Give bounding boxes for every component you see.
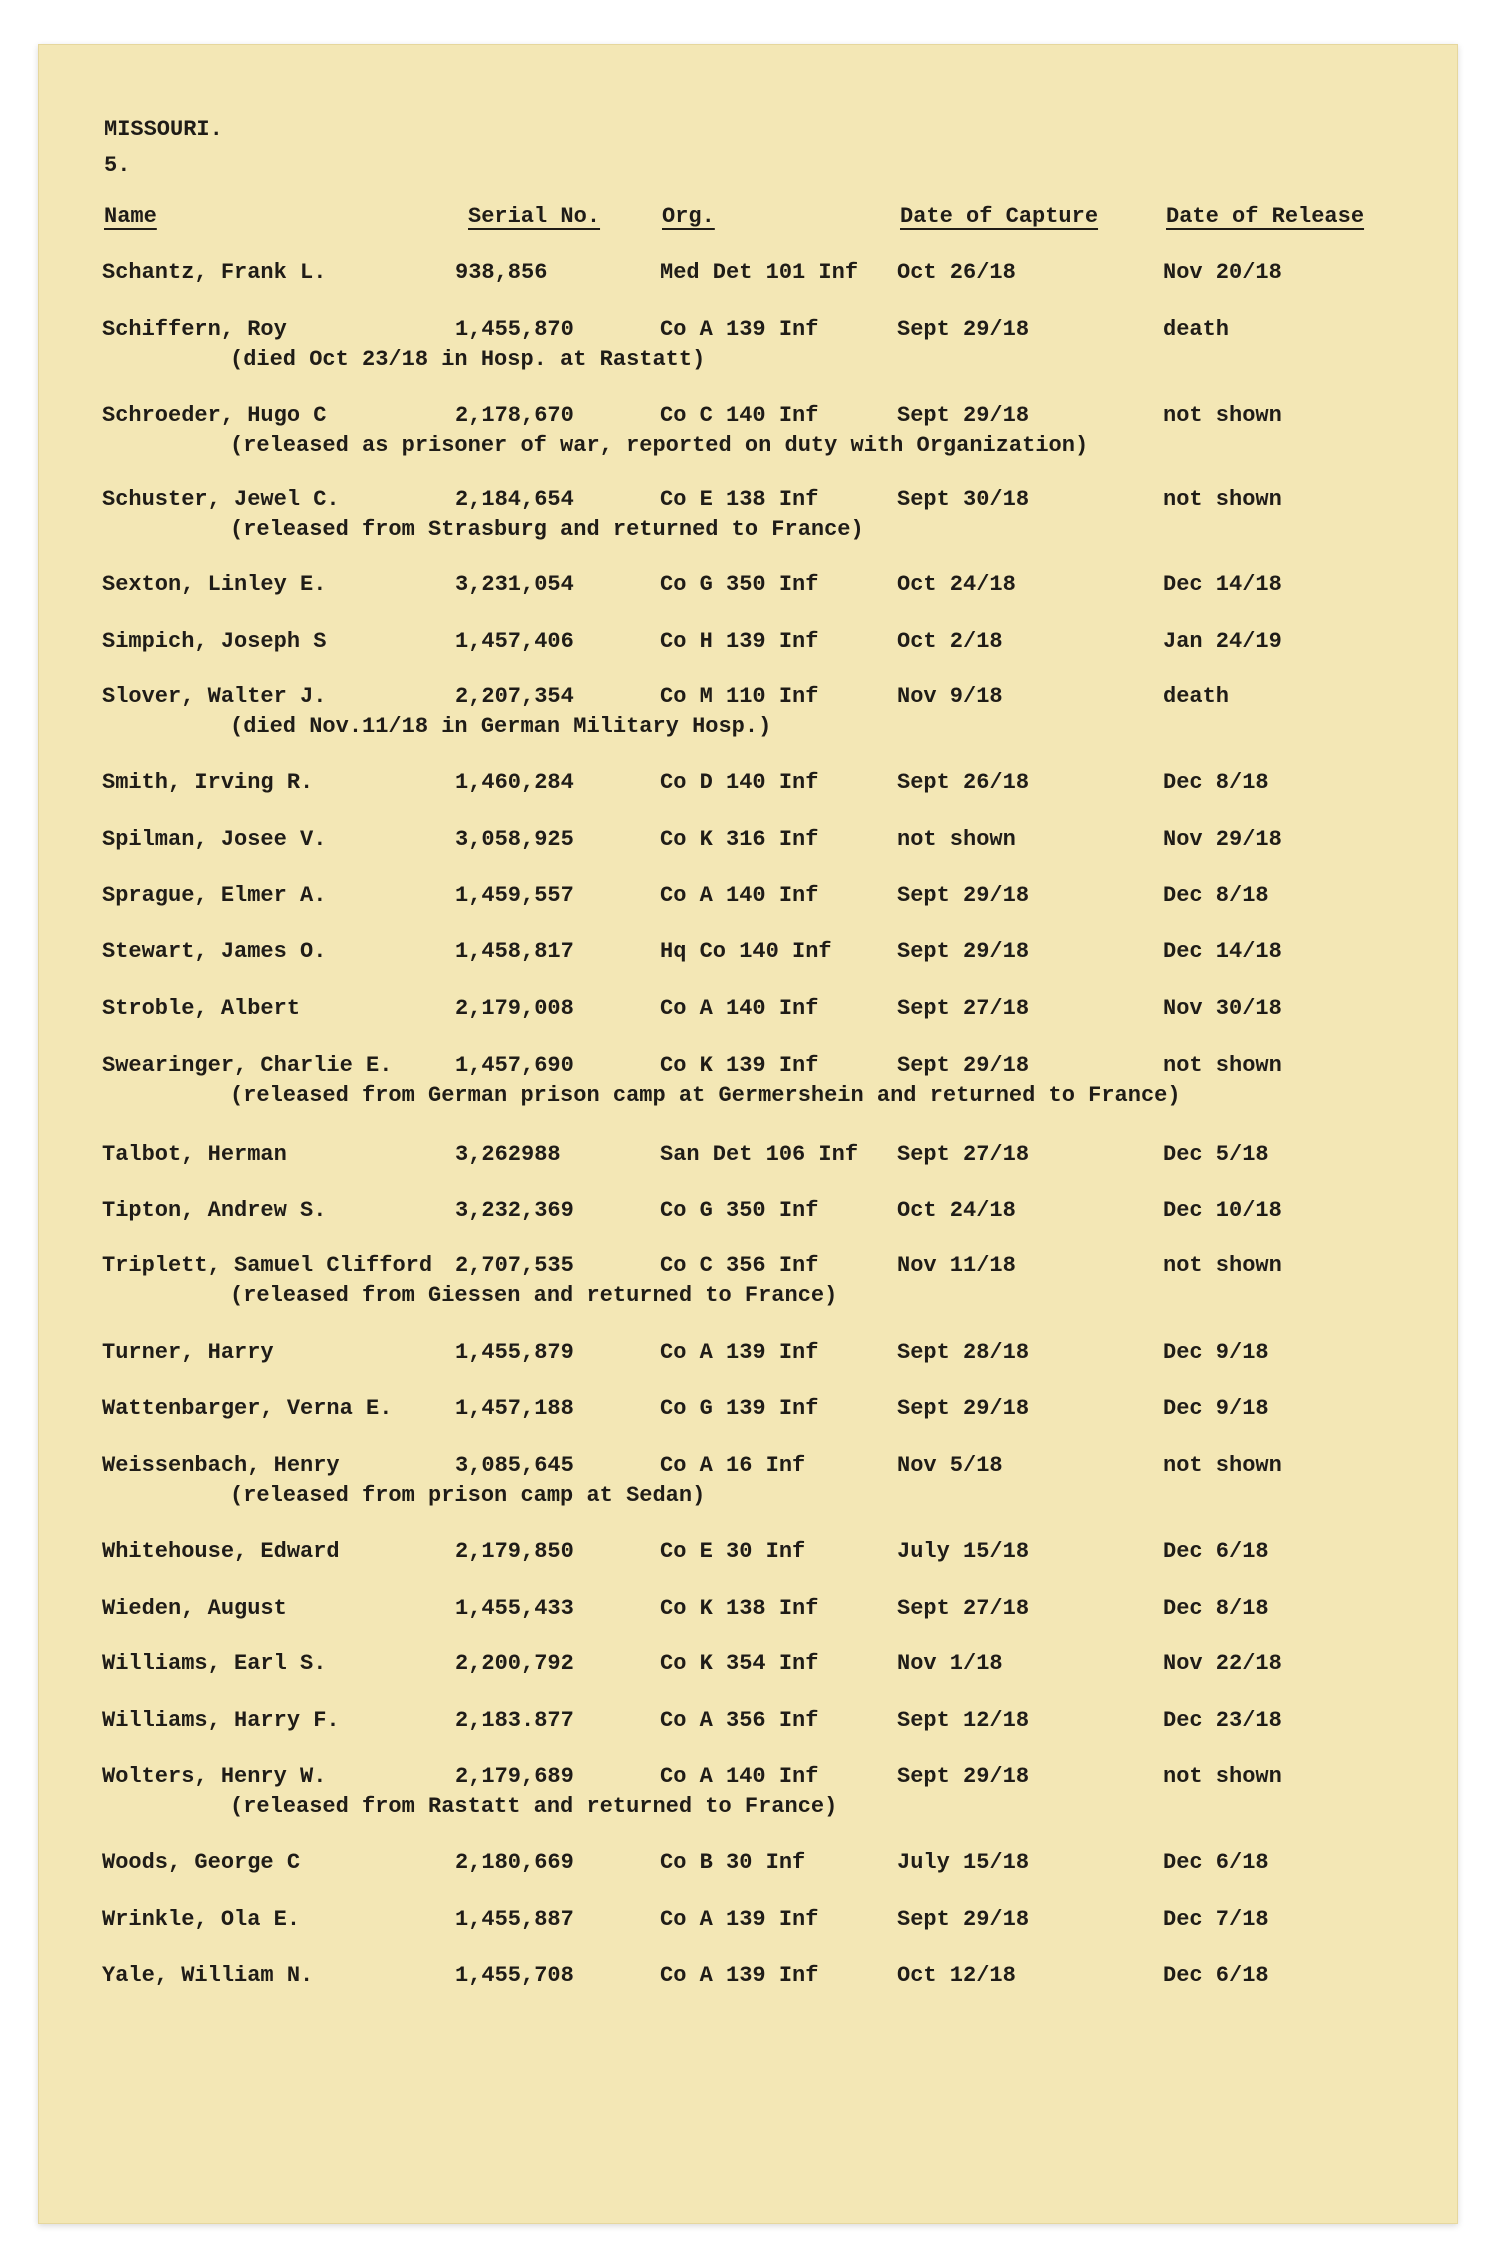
- name-cell: Williams, Harry F.: [102, 1708, 340, 1733]
- release-date-cell: Dec 14/18: [1163, 572, 1282, 597]
- table-row: [0, 1596, 1500, 1640]
- table-row: [0, 770, 1500, 814]
- capture-date-cell: Sept 29/18: [897, 939, 1030, 964]
- table-row: [0, 487, 1500, 542]
- name-cell: Williams, Earl S.: [102, 1651, 327, 1676]
- capture-date-cell: Sept 27/18: [897, 1596, 1030, 1621]
- table-row: [0, 1396, 1500, 1440]
- name-cell: Slover, Walter J.: [102, 684, 327, 709]
- table-row: [0, 1850, 1500, 1894]
- release-date-cell: Dec 6/18: [1163, 1539, 1269, 1564]
- table-row: [0, 572, 1500, 616]
- release-date-cell: death: [1163, 684, 1230, 709]
- state-title: MISSOURI.: [104, 117, 223, 142]
- name-cell: Wattenbarger, Verna E.: [102, 1396, 393, 1421]
- name-cell: Talbot, Herman: [102, 1142, 287, 1167]
- name-cell: Weissenbach, Henry: [102, 1453, 340, 1478]
- serial-cell: 1,458,817: [455, 939, 574, 964]
- table-row: [0, 1907, 1500, 1951]
- capture-date-cell: Nov 9/18: [897, 684, 1003, 709]
- org-cell: Hq Co 140 Inf: [660, 939, 832, 964]
- release-date-cell: death: [1163, 317, 1230, 342]
- name-cell: Stroble, Albert: [102, 996, 301, 1021]
- org-cell: Co A 139 Inf: [660, 1963, 819, 1988]
- org-cell: Co A 140 Inf: [660, 883, 819, 908]
- serial-cell: 1,457,406: [455, 629, 574, 654]
- capture-date-cell: Sept 29/18: [897, 403, 1030, 428]
- table-row: [0, 629, 1500, 673]
- org-cell: Co E 138 Inf: [660, 487, 819, 512]
- row-note: (released from Strasburg and returned to France): [230, 517, 864, 542]
- name-cell: Schantz, Frank L.: [102, 260, 327, 285]
- table-row: [0, 1198, 1500, 1242]
- table-row: [0, 1764, 1500, 1819]
- table-row: [0, 684, 1500, 739]
- capture-date-cell: Sept 29/18: [897, 317, 1030, 342]
- release-date-cell: Jan 24/19: [1163, 629, 1282, 654]
- table-row: [0, 260, 1500, 304]
- column-header-name: Name: [104, 204, 157, 229]
- serial-cell: 1,460,284: [455, 770, 574, 795]
- name-cell: Wieden, August: [102, 1596, 287, 1621]
- page-number: 5.: [104, 153, 131, 178]
- release-date-cell: Dec 6/18: [1163, 1850, 1269, 1875]
- name-cell: Smith, Irving R.: [102, 770, 314, 795]
- table-row: [0, 1253, 1500, 1308]
- serial-cell: 3,232,369: [455, 1198, 574, 1223]
- column-header-serial: Serial No.: [468, 204, 601, 229]
- document-header: [104, 112, 223, 184]
- org-cell: Co A 139 Inf: [660, 1340, 819, 1365]
- column-header-org: Org.: [662, 204, 715, 229]
- row-note: (released as prisoner of war, reported on duty with Organization): [230, 433, 1089, 458]
- table-row: [0, 1340, 1500, 1384]
- serial-cell: 1,455,879: [455, 1340, 574, 1365]
- column-header-capture: Date of Capture: [900, 204, 1099, 229]
- table-row: [0, 1453, 1500, 1508]
- org-cell: Co A 16 Inf: [660, 1453, 806, 1478]
- row-note: (released from prison camp at Sedan): [230, 1483, 706, 1508]
- release-date-cell: not shown: [1163, 1764, 1282, 1789]
- name-cell: Triplett, Samuel Clifford: [102, 1253, 433, 1278]
- release-date-cell: not shown: [1163, 1253, 1282, 1278]
- org-cell: Co C 356 Inf: [660, 1253, 819, 1278]
- org-cell: Co M 110 Inf: [660, 684, 819, 709]
- capture-date-cell: Sept 27/18: [897, 1142, 1030, 1167]
- capture-date-cell: Sept 29/18: [897, 1907, 1030, 1932]
- capture-date-cell: Sept 29/18: [897, 1764, 1030, 1789]
- table-row: [0, 403, 1500, 458]
- table-row: [0, 1708, 1500, 1752]
- org-cell: Co G 139 Inf: [660, 1396, 819, 1421]
- org-cell: Co G 350 Inf: [660, 572, 819, 597]
- release-date-cell: not shown: [1163, 403, 1282, 428]
- name-cell: Yale, William N.: [102, 1963, 314, 1988]
- capture-date-cell: Oct 24/18: [897, 1198, 1016, 1223]
- capture-date-cell: Nov 5/18: [897, 1453, 1003, 1478]
- org-cell: Co B 30 Inf: [660, 1850, 806, 1875]
- name-cell: Sexton, Linley E.: [102, 572, 327, 597]
- table-row: [0, 996, 1500, 1040]
- serial-cell: 2,200,792: [455, 1651, 574, 1676]
- serial-cell: 2,179,689: [455, 1764, 574, 1789]
- serial-cell: 2,707,535: [455, 1253, 574, 1278]
- serial-cell: 2,179,008: [455, 996, 574, 1021]
- org-cell: Co G 350 Inf: [660, 1198, 819, 1223]
- capture-date-cell: Oct 24/18: [897, 572, 1016, 597]
- release-date-cell: Nov 29/18: [1163, 827, 1282, 852]
- capture-date-cell: July 15/18: [897, 1539, 1030, 1564]
- release-date-cell: Nov 20/18: [1163, 260, 1282, 285]
- release-date-cell: Dec 8/18: [1163, 770, 1269, 795]
- org-cell: Co A 139 Inf: [660, 1907, 819, 1932]
- name-cell: Spilman, Josee V.: [102, 827, 327, 852]
- release-date-cell: Dec 6/18: [1163, 1963, 1269, 1988]
- table-row: [0, 1651, 1500, 1695]
- serial-cell: 1,457,690: [455, 1053, 574, 1078]
- serial-cell: 2,178,670: [455, 403, 574, 428]
- name-cell: Wrinkle, Ola E.: [102, 1907, 301, 1932]
- release-date-cell: Dec 8/18: [1163, 1596, 1269, 1621]
- serial-cell: 2,180,669: [455, 1850, 574, 1875]
- name-cell: Schiffern, Roy: [102, 317, 287, 342]
- column-header-release: Date of Release: [1166, 204, 1365, 229]
- name-cell: Woods, George C: [102, 1850, 301, 1875]
- org-cell: Co A 139 Inf: [660, 317, 819, 342]
- release-date-cell: not shown: [1163, 1453, 1282, 1478]
- table-row: [0, 1963, 1500, 2007]
- serial-cell: 1,455,870: [455, 317, 574, 342]
- org-cell: Co K 316 Inf: [660, 827, 819, 852]
- release-date-cell: Dec 9/18: [1163, 1396, 1269, 1421]
- name-cell: Schroeder, Hugo C: [102, 403, 327, 428]
- name-cell: Sprague, Elmer A.: [102, 883, 327, 908]
- name-cell: Stewart, James O.: [102, 939, 327, 964]
- table-row: [0, 827, 1500, 871]
- capture-date-cell: Sept 30/18: [897, 487, 1030, 512]
- table-row: [0, 1142, 1500, 1186]
- capture-date-cell: Sept 12/18: [897, 1708, 1030, 1733]
- serial-cell: 1,455,887: [455, 1907, 574, 1932]
- org-cell: Med Det 101 Inf: [660, 260, 859, 285]
- row-note: (died Nov.11/18 in German Military Hosp.): [230, 714, 772, 739]
- name-cell: Simpich, Joseph S: [102, 629, 327, 654]
- release-date-cell: Nov 30/18: [1163, 996, 1282, 1021]
- table-row: [0, 1053, 1500, 1108]
- org-cell: Co C 140 Inf: [660, 403, 819, 428]
- table-row: [0, 939, 1500, 983]
- org-cell: Co A 356 Inf: [660, 1708, 819, 1733]
- release-date-cell: Dec 23/18: [1163, 1708, 1282, 1733]
- capture-date-cell: Sept 29/18: [897, 1053, 1030, 1078]
- row-note: (released from Rastatt and returned to France): [230, 1794, 838, 1819]
- release-date-cell: Dec 10/18: [1163, 1198, 1282, 1223]
- serial-cell: 938,856: [455, 260, 548, 285]
- release-date-cell: Dec 9/18: [1163, 1340, 1269, 1365]
- org-cell: Co E 30 Inf: [660, 1539, 806, 1564]
- name-cell: Tipton, Andrew S.: [102, 1198, 327, 1223]
- capture-date-cell: Oct 2/18: [897, 629, 1003, 654]
- capture-date-cell: Sept 26/18: [897, 770, 1030, 795]
- serial-cell: 3,262988: [455, 1142, 561, 1167]
- release-date-cell: not shown: [1163, 487, 1282, 512]
- serial-cell: 2,207,354: [455, 684, 574, 709]
- name-cell: Wolters, Henry W.: [102, 1764, 327, 1789]
- table-row: [0, 317, 1500, 372]
- capture-date-cell: Oct 12/18: [897, 1963, 1016, 1988]
- serial-cell: 1,459,557: [455, 883, 574, 908]
- row-note: (died Oct 23/18 in Hosp. at Rastatt): [230, 347, 706, 372]
- capture-date-cell: Nov 11/18: [897, 1253, 1016, 1278]
- org-cell: Co A 140 Inf: [660, 1764, 819, 1789]
- serial-cell: 1,455,708: [455, 1963, 574, 1988]
- serial-cell: 3,058,925: [455, 827, 574, 852]
- capture-date-cell: Sept 27/18: [897, 996, 1030, 1021]
- org-cell: Co K 139 Inf: [660, 1053, 819, 1078]
- capture-date-cell: Oct 26/18: [897, 260, 1016, 285]
- capture-date-cell: Nov 1/18: [897, 1651, 1003, 1676]
- org-cell: Co K 138 Inf: [660, 1596, 819, 1621]
- serial-cell: 2,179,850: [455, 1539, 574, 1564]
- serial-cell: 2,183.877: [455, 1708, 574, 1733]
- row-note: (released from Giessen and returned to France): [230, 1283, 838, 1308]
- row-note: (released from German prison camp at Germershein and returned to France): [230, 1083, 1181, 1108]
- release-date-cell: Dec 7/18: [1163, 1907, 1269, 1932]
- release-date-cell: not shown: [1163, 1053, 1282, 1078]
- release-date-cell: Nov 22/18: [1163, 1651, 1282, 1676]
- capture-date-cell: not shown: [897, 827, 1016, 852]
- serial-cell: 3,231,054: [455, 572, 574, 597]
- capture-date-cell: Sept 29/18: [897, 883, 1030, 908]
- serial-cell: 3,085,645: [455, 1453, 574, 1478]
- name-cell: Turner, Harry: [102, 1340, 274, 1365]
- name-cell: Whitehouse, Edward: [102, 1539, 340, 1564]
- org-cell: Co H 139 Inf: [660, 629, 819, 654]
- serial-cell: 1,455,433: [455, 1596, 574, 1621]
- capture-date-cell: Sept 29/18: [897, 1396, 1030, 1421]
- release-date-cell: Dec 14/18: [1163, 939, 1282, 964]
- serial-cell: 2,184,654: [455, 487, 574, 512]
- org-cell: Co D 140 Inf: [660, 770, 819, 795]
- capture-date-cell: July 15/18: [897, 1850, 1030, 1875]
- table-row: [0, 1539, 1500, 1583]
- release-date-cell: Dec 8/18: [1163, 883, 1269, 908]
- name-cell: Schuster, Jewel C.: [102, 487, 340, 512]
- org-cell: San Det 106 Inf: [660, 1142, 859, 1167]
- release-date-cell: Dec 5/18: [1163, 1142, 1269, 1167]
- org-cell: Co A 140 Inf: [660, 996, 819, 1021]
- table-row: [0, 883, 1500, 927]
- capture-date-cell: Sept 28/18: [897, 1340, 1030, 1365]
- name-cell: Swearinger, Charlie E.: [102, 1053, 393, 1078]
- serial-cell: 1,457,188: [455, 1396, 574, 1421]
- org-cell: Co K 354 Inf: [660, 1651, 819, 1676]
